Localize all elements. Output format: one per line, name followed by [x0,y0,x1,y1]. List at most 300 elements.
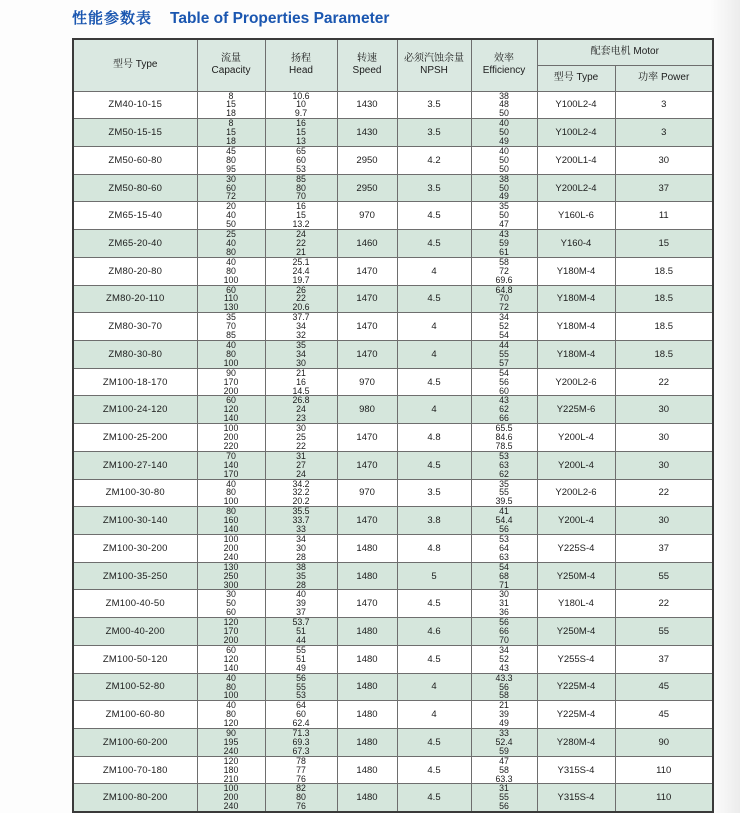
power-cell: 18.5 [615,340,713,368]
head-cell [265,535,337,563]
head-cell-value: 33.7 [292,515,310,526]
motor-type-cell: Y250M-4 [537,562,615,590]
capacity-cell [197,701,265,729]
power-cell: 110 [615,784,713,812]
efficiency-cell-value: 30 [499,589,509,600]
head-cell-value: 32 [296,330,306,341]
pump-type-cell: ZM40-10-15 [73,91,197,119]
npsh-cell: 4.5 [397,590,471,618]
power-cell: 18.5 [615,285,713,313]
efficiency-cell [471,340,537,368]
efficiency-cell-value: 43 [499,395,509,406]
head-cell-value: 67.3 [292,745,310,756]
head-cell-value: 35.5 [292,506,310,517]
head-cell-value: 9.7 [294,108,308,119]
capacity-cell [197,174,265,202]
capacity-cell-value: 15 [226,99,236,110]
efficiency-cell-value: 58 [499,690,509,701]
head-cell-value: 60 [296,154,306,165]
speed-cell: 1430 [337,91,397,119]
efficiency-cell-value: 50 [499,154,509,165]
npsh-cell: 3.5 [397,479,471,507]
efficiency-cell-value: 50 [499,127,509,138]
capacity-cell [197,146,265,174]
head-cell [265,202,337,230]
head-cell-value: 53 [296,690,306,701]
npsh-cell: 4 [397,340,471,368]
head-cell [265,257,337,285]
efficiency-cell [471,202,537,230]
npsh-cell: 4.8 [397,535,471,563]
head-cell-value: 77 [296,764,306,775]
capacity-cell-value: 60 [226,182,236,193]
head-cell-value: 16 [296,376,306,387]
efficiency-cell-value: 64 [499,542,509,553]
col-header-head [265,39,337,91]
efficiency-cell-value: 38 [499,174,509,184]
efficiency-cell [471,368,537,396]
speed-cell: 1470 [337,340,397,368]
speed-cell: 1470 [337,313,397,341]
efficiency-cell-value: 55 [499,487,509,498]
head-cell-value: 55 [296,681,306,692]
efficiency-cell [471,618,537,646]
head-cell-value: 13.2 [292,219,310,230]
col-header-efficiency-en: Efficiency [482,65,526,77]
head-cell-value: 80 [296,792,306,803]
efficiency-cell-value: 78.5 [495,440,513,451]
motor-type-cell: Y100L2-4 [537,91,615,119]
head-cell-value: 13 [296,136,306,147]
efficiency-cell-value: 54.4 [495,515,513,526]
capacity-cell-value: 100 [223,534,239,544]
head-cell-value: 15 [296,127,306,138]
capacity-cell-value: 70 [226,321,236,332]
npsh-cell: 4 [397,701,471,729]
motor-type-cell: Y225M-6 [537,396,615,424]
power-cell: 3 [615,91,713,119]
npsh-cell: 4.5 [397,729,471,757]
efficiency-cell-value: 55 [499,792,509,803]
efficiency-cell-value: 48 [499,99,509,110]
efficiency-cell [471,701,537,729]
pump-type-cell: ZM50-80-60 [73,174,197,202]
head-cell-value: 20.6 [292,302,310,313]
efficiency-cell-value: 54 [499,368,509,378]
head-cell-value: 14.5 [292,385,310,396]
capacity-cell [197,257,265,285]
capacity-cell-value: 220 [223,440,239,451]
efficiency-cell-value: 56 [499,524,509,535]
power-cell: 55 [615,562,713,590]
head-cell-value: 10.6 [292,91,310,101]
head-cell-value: 37 [296,607,306,618]
efficiency-cell [471,451,537,479]
head-cell-value: 82 [296,783,306,794]
capacity-cell-value: 50 [226,219,236,230]
head-cell-value: 76 [296,773,306,784]
npsh-cell: 4.5 [397,202,471,230]
npsh-cell: 4.5 [397,756,471,784]
table-row [73,507,713,535]
col-header-capacity-en: Capacity [211,65,251,77]
head-cell-value: 22 [296,293,306,304]
head-cell [265,146,337,174]
power-cell: 18.5 [615,313,713,341]
motor-type-cell: Y225M-4 [537,673,615,701]
efficiency-cell-value: 59 [499,745,509,756]
pump-type-cell: ZM80-20-110 [73,285,197,313]
power-cell: 18.5 [615,257,713,285]
table-row [73,756,713,784]
col-header-speed-zh: 转速 [357,53,377,65]
capacity-cell [197,202,265,230]
capacity-cell-value: 140 [223,662,239,673]
capacity-cell [197,451,265,479]
efficiency-cell-value: 56 [499,681,509,692]
table-row [73,424,713,452]
power-cell: 30 [615,396,713,424]
power-cell: 37 [615,174,713,202]
motor-type-cell: Y180M-4 [537,313,615,341]
col-header-efficiency [471,39,537,91]
capacity-cell-value: 60 [226,607,236,618]
col-header-type-en: Type [135,59,158,71]
efficiency-cell-value: 50 [499,182,509,193]
pump-type-cell: ZM100-80-200 [73,784,197,812]
pump-type-cell: ZM100-60-200 [73,729,197,757]
capacity-cell-value: 120 [223,718,239,729]
speed-cell: 1470 [337,257,397,285]
power-cell: 90 [615,729,713,757]
head-cell-value: 34 [296,534,306,544]
motor-type-cell: Y100L2-4 [537,119,615,147]
table-row [73,729,713,757]
power-cell: 45 [615,673,713,701]
capacity-cell [197,507,265,535]
pump-type-cell: ZM80-30-70 [73,313,197,341]
col-header-type [73,39,197,91]
head-cell [265,424,337,452]
head-cell-value: 22 [296,440,306,451]
efficiency-cell-value: 63 [499,551,509,562]
head-cell-value: 65 [296,146,306,156]
head-cell-value: 78 [296,756,306,766]
pump-type-cell: ZM65-20-40 [73,230,197,258]
head-cell-value: 30 [296,542,306,553]
pump-type-cell: ZM100-52-80 [73,673,197,701]
speed-cell: 1480 [337,729,397,757]
motor-type-cell: Y180M-4 [537,257,615,285]
head-cell-value: 30 [296,423,306,434]
head-cell [265,645,337,673]
efficiency-cell-value: 60 [499,385,509,396]
capacity-cell [197,479,265,507]
head-cell-value: 30 [296,357,306,368]
capacity-cell [197,645,265,673]
capacity-cell-value: 120 [223,653,239,664]
col-header-npsh-en: NPSH [420,65,448,77]
power-cell: 37 [615,645,713,673]
efficiency-cell-value: 53 [499,451,509,461]
head-cell [265,340,337,368]
efficiency-cell [471,535,537,563]
motor-type-cell: Y200L2-4 [537,174,615,202]
motor-type-cell: Y315S-4 [537,784,615,812]
col-header-capacity [197,39,265,91]
head-cell-value: 85 [296,174,306,184]
pump-type-cell: ZM100-30-140 [73,507,197,535]
col-header-npsh-zh: 必须汽蚀余量 [404,53,464,65]
npsh-cell: 4.5 [397,451,471,479]
efficiency-cell-value: 64.8 [495,285,513,295]
efficiency-cell-value: 43.3 [495,673,513,683]
efficiency-cell-value: 56 [499,376,509,387]
speed-cell: 1460 [337,230,397,258]
head-cell [265,368,337,396]
head-cell-value: 22 [296,238,306,248]
head-cell-value: 15 [296,210,306,221]
head-cell [265,174,337,202]
page-title-en: Table of Properties Parameter [170,10,390,27]
head-cell [265,673,337,701]
efficiency-cell-value: 62 [499,404,509,415]
speed-cell: 1480 [337,701,397,729]
capacity-cell-value: 100 [223,690,239,701]
head-cell-value: 60 [296,709,306,720]
pump-type-cell: ZM80-20-80 [73,257,197,285]
head-cell-value: 28 [296,579,306,590]
head-cell-value: 31 [296,451,306,461]
head-cell-value: 35 [296,570,306,581]
npsh-cell: 3.5 [397,174,471,202]
motor-type-cell: Y200L2-6 [537,479,615,507]
npsh-cell: 4.8 [397,424,471,452]
head-cell-value: 28 [296,551,306,562]
efficiency-cell-value: 35 [499,201,509,212]
pump-type-cell: ZM100-50-120 [73,645,197,673]
head-cell-value: 51 [296,626,306,637]
efficiency-cell-value: 49 [499,191,509,202]
efficiency-cell-value: 40 [499,146,509,156]
capacity-cell-value: 60 [226,285,236,295]
capacity-cell [197,424,265,452]
efficiency-cell-value: 49 [499,136,509,147]
capacity-cell [197,119,265,147]
efficiency-cell-value: 43 [499,662,509,673]
npsh-cell: 4.5 [397,784,471,812]
table-row [73,618,713,646]
efficiency-cell-value: 31 [499,598,509,609]
head-cell [265,756,337,784]
capacity-cell-value: 25 [226,229,236,240]
capacity-cell-value: 8 [228,118,234,129]
capacity-cell-value: 35 [226,312,236,323]
pump-type-cell: ZM50-15-15 [73,119,197,147]
speed-cell: 970 [337,202,397,230]
capacity-cell-value: 15 [226,127,236,138]
power-cell: 110 [615,756,713,784]
capacity-cell [197,285,265,313]
capacity-cell-value: 210 [223,773,239,784]
page-title [72,7,389,28]
capacity-cell-value: 60 [226,395,236,406]
table-row [73,119,713,147]
col-header-head-zh: 扬程 [291,53,311,65]
capacity-cell [197,340,265,368]
capacity-cell-value: 90 [226,368,236,378]
col-header-motor-power-zh: 功率 [638,72,659,83]
speed-cell: 970 [337,479,397,507]
speed-cell: 1480 [337,673,397,701]
motor-type-cell: Y200L-4 [537,451,615,479]
col-header-type-zh: 型号 [113,59,134,71]
power-cell: 45 [615,701,713,729]
capacity-cell-value: 140 [223,524,239,535]
capacity-cell-value: 72 [226,191,236,202]
table-row [73,479,713,507]
efficiency-cell-value: 40 [499,118,509,129]
motor-type-cell: Y200L-4 [537,424,615,452]
motor-type-cell: Y180L-4 [537,590,615,618]
pump-type-cell: ZM100-30-200 [73,535,197,563]
head-cell-value: 24.4 [292,265,310,276]
head-cell [265,230,337,258]
pump-type-cell: ZM100-40-50 [73,590,197,618]
speed-cell: 1470 [337,507,397,535]
speed-cell: 1480 [337,645,397,673]
table-row [73,91,713,119]
capacity-cell-value: 80 [226,154,236,165]
capacity-cell-value: 240 [223,745,239,756]
table-row [73,673,713,701]
capacity-cell-value: 50 [226,598,236,609]
pump-type-cell: ZM100-70-180 [73,756,197,784]
capacity-cell-value: 30 [226,589,236,600]
table-row [73,396,713,424]
head-cell [265,285,337,313]
efficiency-cell-value: 52 [499,653,509,664]
head-cell-value: 33 [296,524,306,535]
capacity-cell-value: 85 [226,330,236,341]
efficiency-cell-value: 47 [499,219,509,230]
efficiency-cell-value: 52.4 [495,736,513,747]
head-cell-value: 64 [296,700,306,711]
capacity-cell [197,673,265,701]
head-cell-value: 35 [296,340,306,350]
efficiency-cell-value: 70 [499,293,509,304]
power-cell: 22 [615,368,713,396]
efficiency-cell-value: 38 [499,91,509,101]
col-header-motor [537,39,713,65]
pump-type-cell: ZM80-30-80 [73,340,197,368]
efficiency-cell [471,174,537,202]
efficiency-cell [471,562,537,590]
efficiency-cell-value: 56 [499,617,509,628]
efficiency-cell-value: 66 [499,413,509,424]
capacity-cell-value: 120 [223,617,239,628]
pump-type-cell: ZM00-40-200 [73,618,197,646]
efficiency-cell-value: 63 [499,459,509,470]
efficiency-cell [471,119,537,147]
table-row [73,562,713,590]
motor-type-cell: Y255S-4 [537,645,615,673]
head-cell-value: 51 [296,653,306,664]
head-cell-value: 70 [296,191,306,202]
efficiency-cell-value: 55 [499,348,509,359]
table-row [73,174,713,202]
table-row [73,202,713,230]
capacity-cell-value: 20 [226,201,236,212]
capacity-cell-value: 80 [226,709,236,720]
capacity-cell-value: 18 [226,108,236,119]
capacity-cell-value: 40 [226,238,236,248]
power-cell: 22 [615,590,713,618]
motor-type-cell: Y160L-6 [537,202,615,230]
efficiency-cell [471,424,537,452]
efficiency-cell-value: 39 [499,709,509,720]
head-cell-value: 49 [296,662,306,673]
head-cell-value: 20.2 [292,496,310,507]
npsh-cell: 3.8 [397,507,471,535]
efficiency-cell [471,729,537,757]
head-cell-value: 37.7 [292,312,310,323]
head-cell-value: 23 [296,413,306,424]
efficiency-cell [471,285,537,313]
efficiency-cell-value: 62 [499,468,509,479]
motor-type-cell: Y225S-4 [537,535,615,563]
efficiency-cell [471,590,537,618]
col-header-capacity-zh: 流量 [221,53,241,65]
efficiency-cell-value: 54 [499,330,509,341]
capacity-cell-value: 120 [223,756,239,766]
head-cell [265,119,337,147]
table-body [73,91,713,812]
table-row [73,313,713,341]
motor-type-cell: Y200L2-6 [537,368,615,396]
head-cell-value: 16 [296,118,306,129]
efficiency-cell-value: 33 [499,728,509,739]
power-cell: 15 [615,230,713,258]
npsh-cell: 3.5 [397,91,471,119]
motor-type-cell: Y225M-4 [537,701,615,729]
head-cell-value: 25 [296,432,306,443]
table-row [73,535,713,563]
efficiency-cell-value: 70 [499,634,509,645]
pump-type-cell: ZM50-60-80 [73,146,197,174]
table-row [73,645,713,673]
head-cell-value: 21 [296,246,306,257]
npsh-cell: 5 [397,562,471,590]
col-header-motor-type-zh: 型号 [553,72,574,83]
capacity-cell-value: 100 [223,496,239,507]
capacity-cell-value: 40 [226,700,236,711]
capacity-cell-value: 8 [228,91,234,101]
head-cell-value: 38 [296,562,306,572]
efficiency-cell-value: 84.6 [495,432,513,443]
speed-cell: 1480 [337,756,397,784]
power-cell: 22 [615,479,713,507]
head-cell [265,396,337,424]
pump-type-cell: ZM100-30-80 [73,479,197,507]
motor-type-cell: Y160-4 [537,230,615,258]
efficiency-cell-value: 57 [499,357,509,368]
capacity-cell-value: 40 [226,340,236,350]
head-cell [265,507,337,535]
pump-type-cell: ZM100-18-170 [73,368,197,396]
head-cell-value: 34 [296,321,306,332]
pump-type-cell: ZM65-15-40 [73,202,197,230]
